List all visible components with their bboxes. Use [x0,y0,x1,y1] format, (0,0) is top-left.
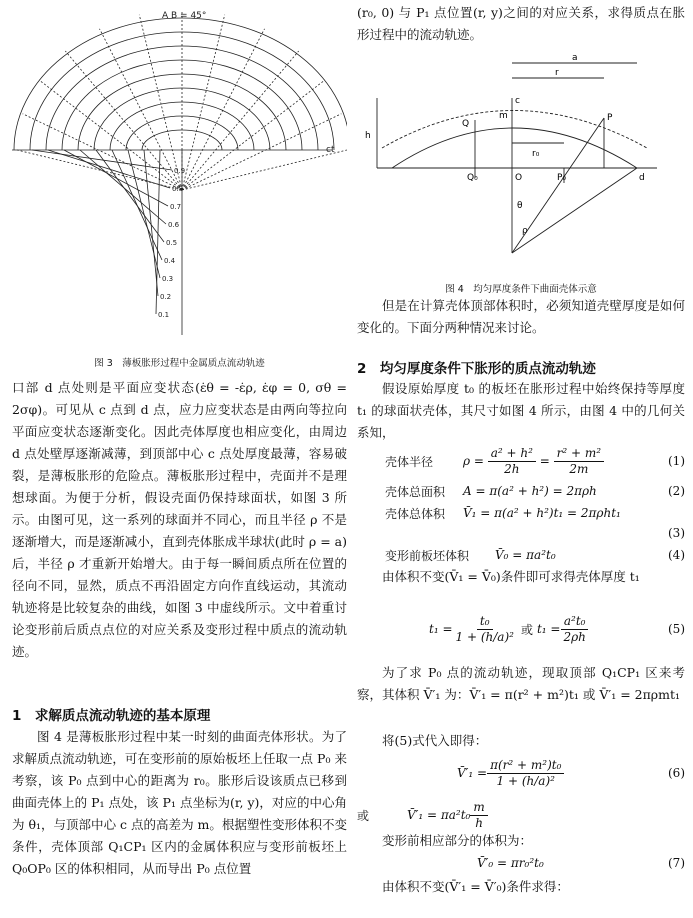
right-paragraph-5: 为了求 P₀ 点的流动轨迹，现取顶部 Q₁CP₁ 区来考察，其体积 V̄′₁ 为：V̄′₁ = π(r² + m²)t₁ 或 V̄′₁ = 2πρmt₁ [357,665,685,702]
left-paragraph-1: 口部 d 点处则是平面应变状态(ε̇θ = -ε̇ρ, ε̇φ = 0, σθ = 2σφ)。可见从 c 点到 d 点，应力应变状态是由两向等拉向平面应变状态逐渐变化。因此壳体厚度也相应变化，由周边 d 点处壁厚逐渐减薄，到顶部中心 c 点处厚度最薄，容易破裂，是薄板胀形的危险点。薄板胀形过程中，壳面并不是理想球面。为便于分析，假设壳面仍保持球面状，如图 3 所示。由图可见，这一系列的球面并不同心，而且半径 ρ 不是逐渐增大，而是逐渐减小，直到壳体胀成半球状(此时 ρ = a)后，半径 ρ 才重新开始增大。由于每一瞬间质点所在位置的径向不同，显然，质点不再沿固定方向作直线运动，其流动轨迹将是比较复杂的曲线，如图 3 中虚线所示。文中着重讨论变形前后质点点位的对应关系及变形过程中质点的流动轨迹。 [12,380,347,659]
fig4-label-r0: r₀ [532,149,540,159]
fig4-label-m: m [499,111,508,121]
eq1-number: (1) [668,454,685,468]
fig3-track-line [112,150,162,260]
fig3-tick-label: 0.7 [170,203,182,211]
fig4-label-q0: Q₀ [467,173,478,183]
fig3-top-label: A B = 45° [162,11,207,21]
equation-2: 壳体总面积 A = π(a² + h²) = 2πρh (2) [385,484,685,499]
equation-1 [357,446,685,476]
section-heading-2: 2 均匀厚度条件下胀形的质点流动轨迹 [357,361,596,377]
figure-3-caption: 图 3 薄板胀形过程中金属质点流动轨迹 [94,358,265,369]
figure-4 [357,48,685,268]
right-paragraph-8: 由体积不变(V̄′₁ = V̄′₀)条件求得： [382,879,569,894]
right-paragraph-after-figure: 但是在计算壳体顶部体积时，必须知道壳壁厚度是如何变化的。下面分两种情况来讨论。 [357,298,685,335]
fig4-label-h: h [365,131,371,141]
fig4-label-c: c [515,96,520,106]
fig3-tick-label: 0.3 [162,275,174,283]
fig4-label-d: d [639,173,645,183]
fig4-label-p1: P [607,113,613,123]
right-top-paragraph: (r₀, 0) 与 P₁ 点位置(r, y)之间的对应关系，求得质点在胀形过程中的流动轨迹。 [357,5,685,42]
fig4-label-q1: Q [462,119,470,129]
eq1-body: ρ = $\frac{\text{a² + h²}}{2h}$ = $\frac{\text{r² + m²}}{2m}$ [463,446,645,477]
eq1-label: 壳体半径 [385,454,434,469]
figure-4-caption: 图 4 均匀厚度条件下曲面壳体示意 [445,284,597,295]
figure-3 [12,0,347,340]
fig3-radial-line [182,150,347,190]
fig3-tick-label: 0.8 [172,185,184,193]
equation-5: t₁ = $\frac{\text{t₀}}{\text{1 + (h/a)²}}$ 或 t₁ = $\frac{\text{a²t₀}}{2\rho h}$ (5) [429,613,685,644]
fig3-tick-label: 0.5 [166,239,178,247]
fig3-radial-line [182,80,325,190]
equation-4: 变形前板坯体积 V̄₀ = πa²t₀ (4) [385,548,685,563]
equation-6: V̄′₁ = $\frac{\text{π(r² + m²)t₀}}{\text{1 + (h/a)²}}$ (6) [457,757,685,788]
left-paragraph-2: 图 4 是薄板胀形过程中某一时刻的曲面壳体形状。为了求解质点流动轨迹，可在变形前的原始板坯上任取一点 P₀ 来考察，该 P₀ 点到中心的距离为 r₀。胀形后设该质点已移到曲面壳体上的 P₁ 点处，该 P₁ 点坐标为(r, y)，对应的中心角为 θ₁，与顶部中心 c 点的高差为 m。根据塑性变形体积不变条件，壳体顶部 Q₁CP₁ 区内的金属体积应与变形前板坯上 Q₀OP₀ 区的体积相同，从而导出 P₀ 点位置 [12,729,347,876]
fig3-track-line [48,150,170,188]
fig3-radial-line [182,51,299,190]
right-paragraph-3: 假设原始厚度 t₀ 的板坯在胀形过程中始终保持等厚度 t₁ 的球面状壳体，其尺寸如图 4 所示，由图 4 中的几何关系知， [357,381,685,440]
fig3-tick-label: 0.1 [158,311,170,319]
fig3-radial-line [182,114,341,190]
fig3-tick-label: 0.2 [160,293,172,301]
equation-7: V̄′₀ = πr₀²t₀ (7) [477,856,685,870]
equation-6b: 或 V̄′₁ = πa²t₀ $\frac{m}{h}$ [357,800,685,830]
equation-3: 壳体总体积 V̄₁ = π(a² + h²)t₁ = 2πρht₁ [385,506,621,521]
fig4-label-rho: ρ [522,226,528,236]
fig3-tick-label: 0.6 [168,221,180,229]
right-paragraph-6: 将(5)式代入即得： [382,733,488,748]
fig3-tick-label: 0.9 [174,167,186,175]
fig4-label-r: r [555,68,559,78]
fig4-label-o: O [515,173,523,183]
fig3-radial-line [39,80,182,190]
right-paragraph-4: 由体积不变(V̄₁ = V̄₀)条件即可求得壳体厚度 t₁ [382,569,640,584]
equation-3-number: (3) [668,526,685,540]
fig4-label-theta: θ [517,201,523,211]
fig3-right-label: ct [326,145,335,155]
fig3-tick-label: 0.4 [164,257,176,265]
fig3-radial-line [182,29,265,190]
fig4-label-p0: P₀ [557,173,567,183]
section-heading-1: 1 求解质点流动轨迹的基本原理 [12,708,211,724]
right-paragraph-7: 变形前相应部分的体积为： [382,833,533,848]
fig4-label-a: a [572,53,578,63]
